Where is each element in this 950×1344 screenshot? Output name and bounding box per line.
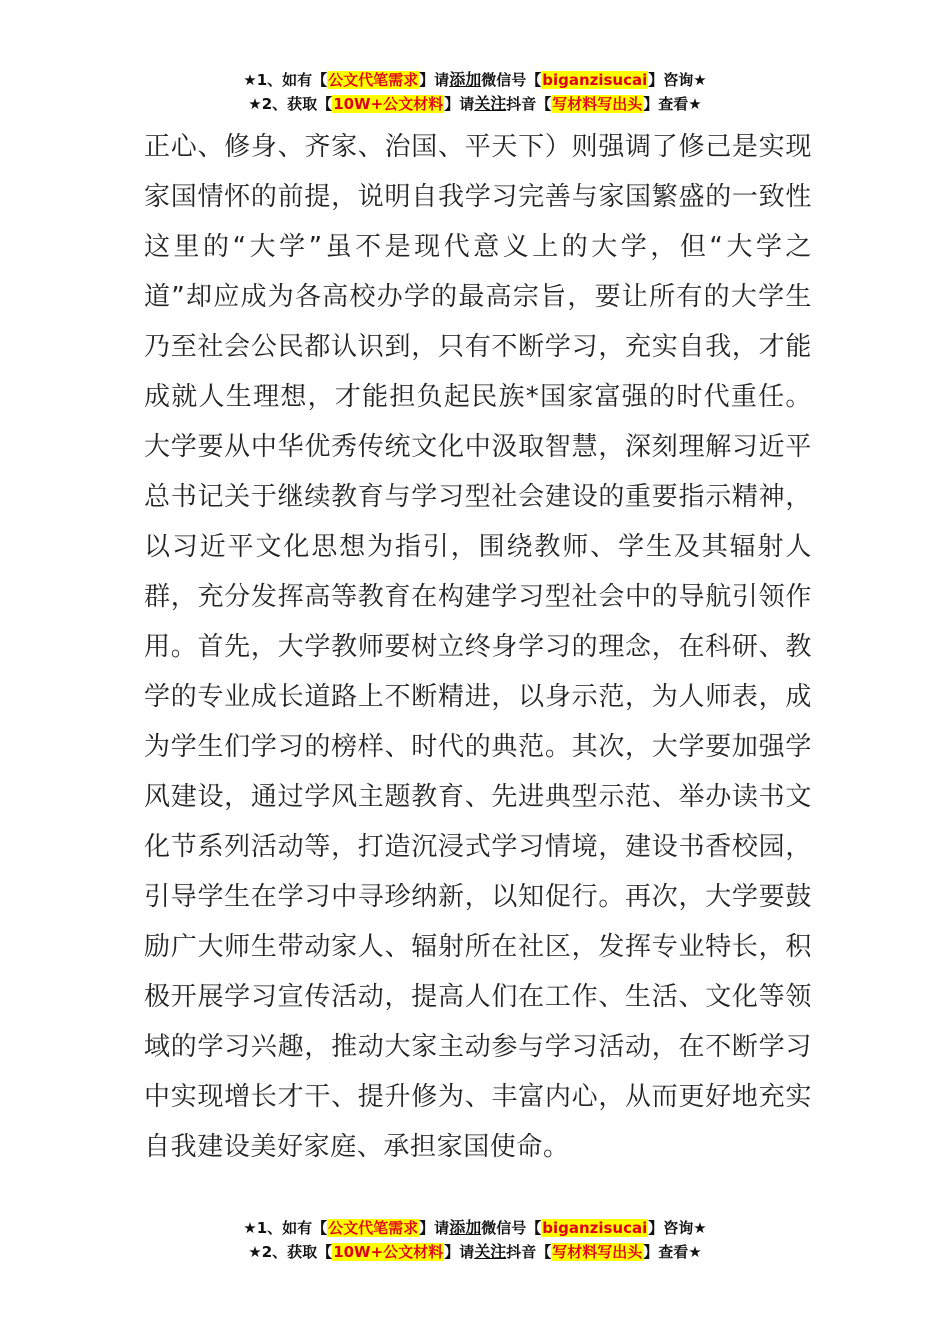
footer-line-2-suffix: 】查看★ [643, 1243, 702, 1261]
header-line-2-highlight-materials: 10W+公文材料 [333, 95, 444, 113]
footer-line-2-mid2: 抖音【 [506, 1243, 552, 1261]
body-paragraph: 正心、修身、齐家、治国、平天下）则强调了修己是实现家国情怀的前提，说明自我学习完善与家国繁盛的一致性这里的“大学”虽不是现代意义上的大学，但“大学之道”却应成为各高校办学的最高宗旨，要让所有的大学生乃至社会公民都认识到，只有不断学习，充实自我，才能成就人生理想，才能担负起民族*国家富强的时代重任。大学要从中华优秀传统文化中汲取智慧，深刻理解习近平总书记关于继续教育与学习型社会建设的重要指示精神，以习近平文化思想为指引，围绕教师、学生及其辐射人群，充分发挥高等教育在构建学习型社会中的导航引领作用。首先，大学教师要树立终身学习的理念，在科研、教学的专业成长道路上不断精进，以身示范，为人师表，成为学生们学习的榜样、时代的典范。其次，大学要加强学风建设，通过学风主题教育、先进典型示范、举办读书文化节系列活动等，打造沉浸式学习情境，建设书香校园，引导学生在学习中寻珍纳新，以知促行。再次，大学要鼓励广大师生带动家人、辐射所在社区，发挥专业特长，积极开展学习宣传活动，提高人们在工作、生活、文化等领域的学习兴趣，推动大家主动参与学习活动，在不断学习中实现增长才干、提升修为、丰富内心，从而更好地充实自我建设美好家庭、承担家国使命。 [144, 132, 812, 1162]
header-line-2-mid: 】请 [444, 95, 475, 113]
header-line-2-prefix: ★2、获取【 [248, 95, 333, 113]
footer-line-2-highlight-materials: 10W+公文材料 [333, 1243, 444, 1261]
header-line-1-suffix: 】咨询★ [648, 71, 707, 89]
header-line-1-mid: 】请 [419, 71, 450, 89]
footer-line-2-douyin-account: 写材料写出头 [552, 1243, 643, 1261]
header-line-1-highlight-service: 公文代笔需求 [328, 71, 419, 89]
header-line-1 [0, 68, 950, 92]
footer-banner [0, 1216, 950, 1264]
footer-line-1-prefix: ★1、如有【 [243, 1219, 328, 1237]
header-line-2-underlined: 关注 [474, 94, 507, 113]
header-line-1-underlined: 添加 [449, 70, 482, 89]
footer-line-2 [0, 1240, 950, 1264]
footer-line-2-prefix: ★2、获取【 [248, 1243, 333, 1261]
footer-line-1-underlined: 添加 [449, 1218, 482, 1237]
header-line-1-mid2: 微信号【 [481, 71, 542, 89]
footer-line-1 [0, 1216, 950, 1240]
header-banner [0, 68, 950, 116]
footer-line-2-underlined: 关注 [474, 1242, 507, 1261]
footer-line-1-mid2: 微信号【 [481, 1219, 542, 1237]
header-line-2-douyin-account: 写材料写出头 [552, 95, 643, 113]
footer-line-1-mid: 】请 [419, 1219, 450, 1237]
header-line-1-wechat-id: biganzisucai [542, 71, 648, 89]
footer-line-1-suffix: 】咨询★ [648, 1219, 707, 1237]
header-line-1-prefix: ★1、如有【 [243, 71, 328, 89]
header-line-2-mid2: 抖音【 [506, 95, 552, 113]
footer-line-1-wechat-id: biganzisucai [542, 1219, 648, 1237]
footer-line-2-mid: 】请 [444, 1243, 475, 1261]
footer-line-1-highlight-service: 公文代笔需求 [328, 1219, 419, 1237]
header-line-2-suffix: 】查看★ [643, 95, 702, 113]
header-line-2 [0, 92, 950, 116]
